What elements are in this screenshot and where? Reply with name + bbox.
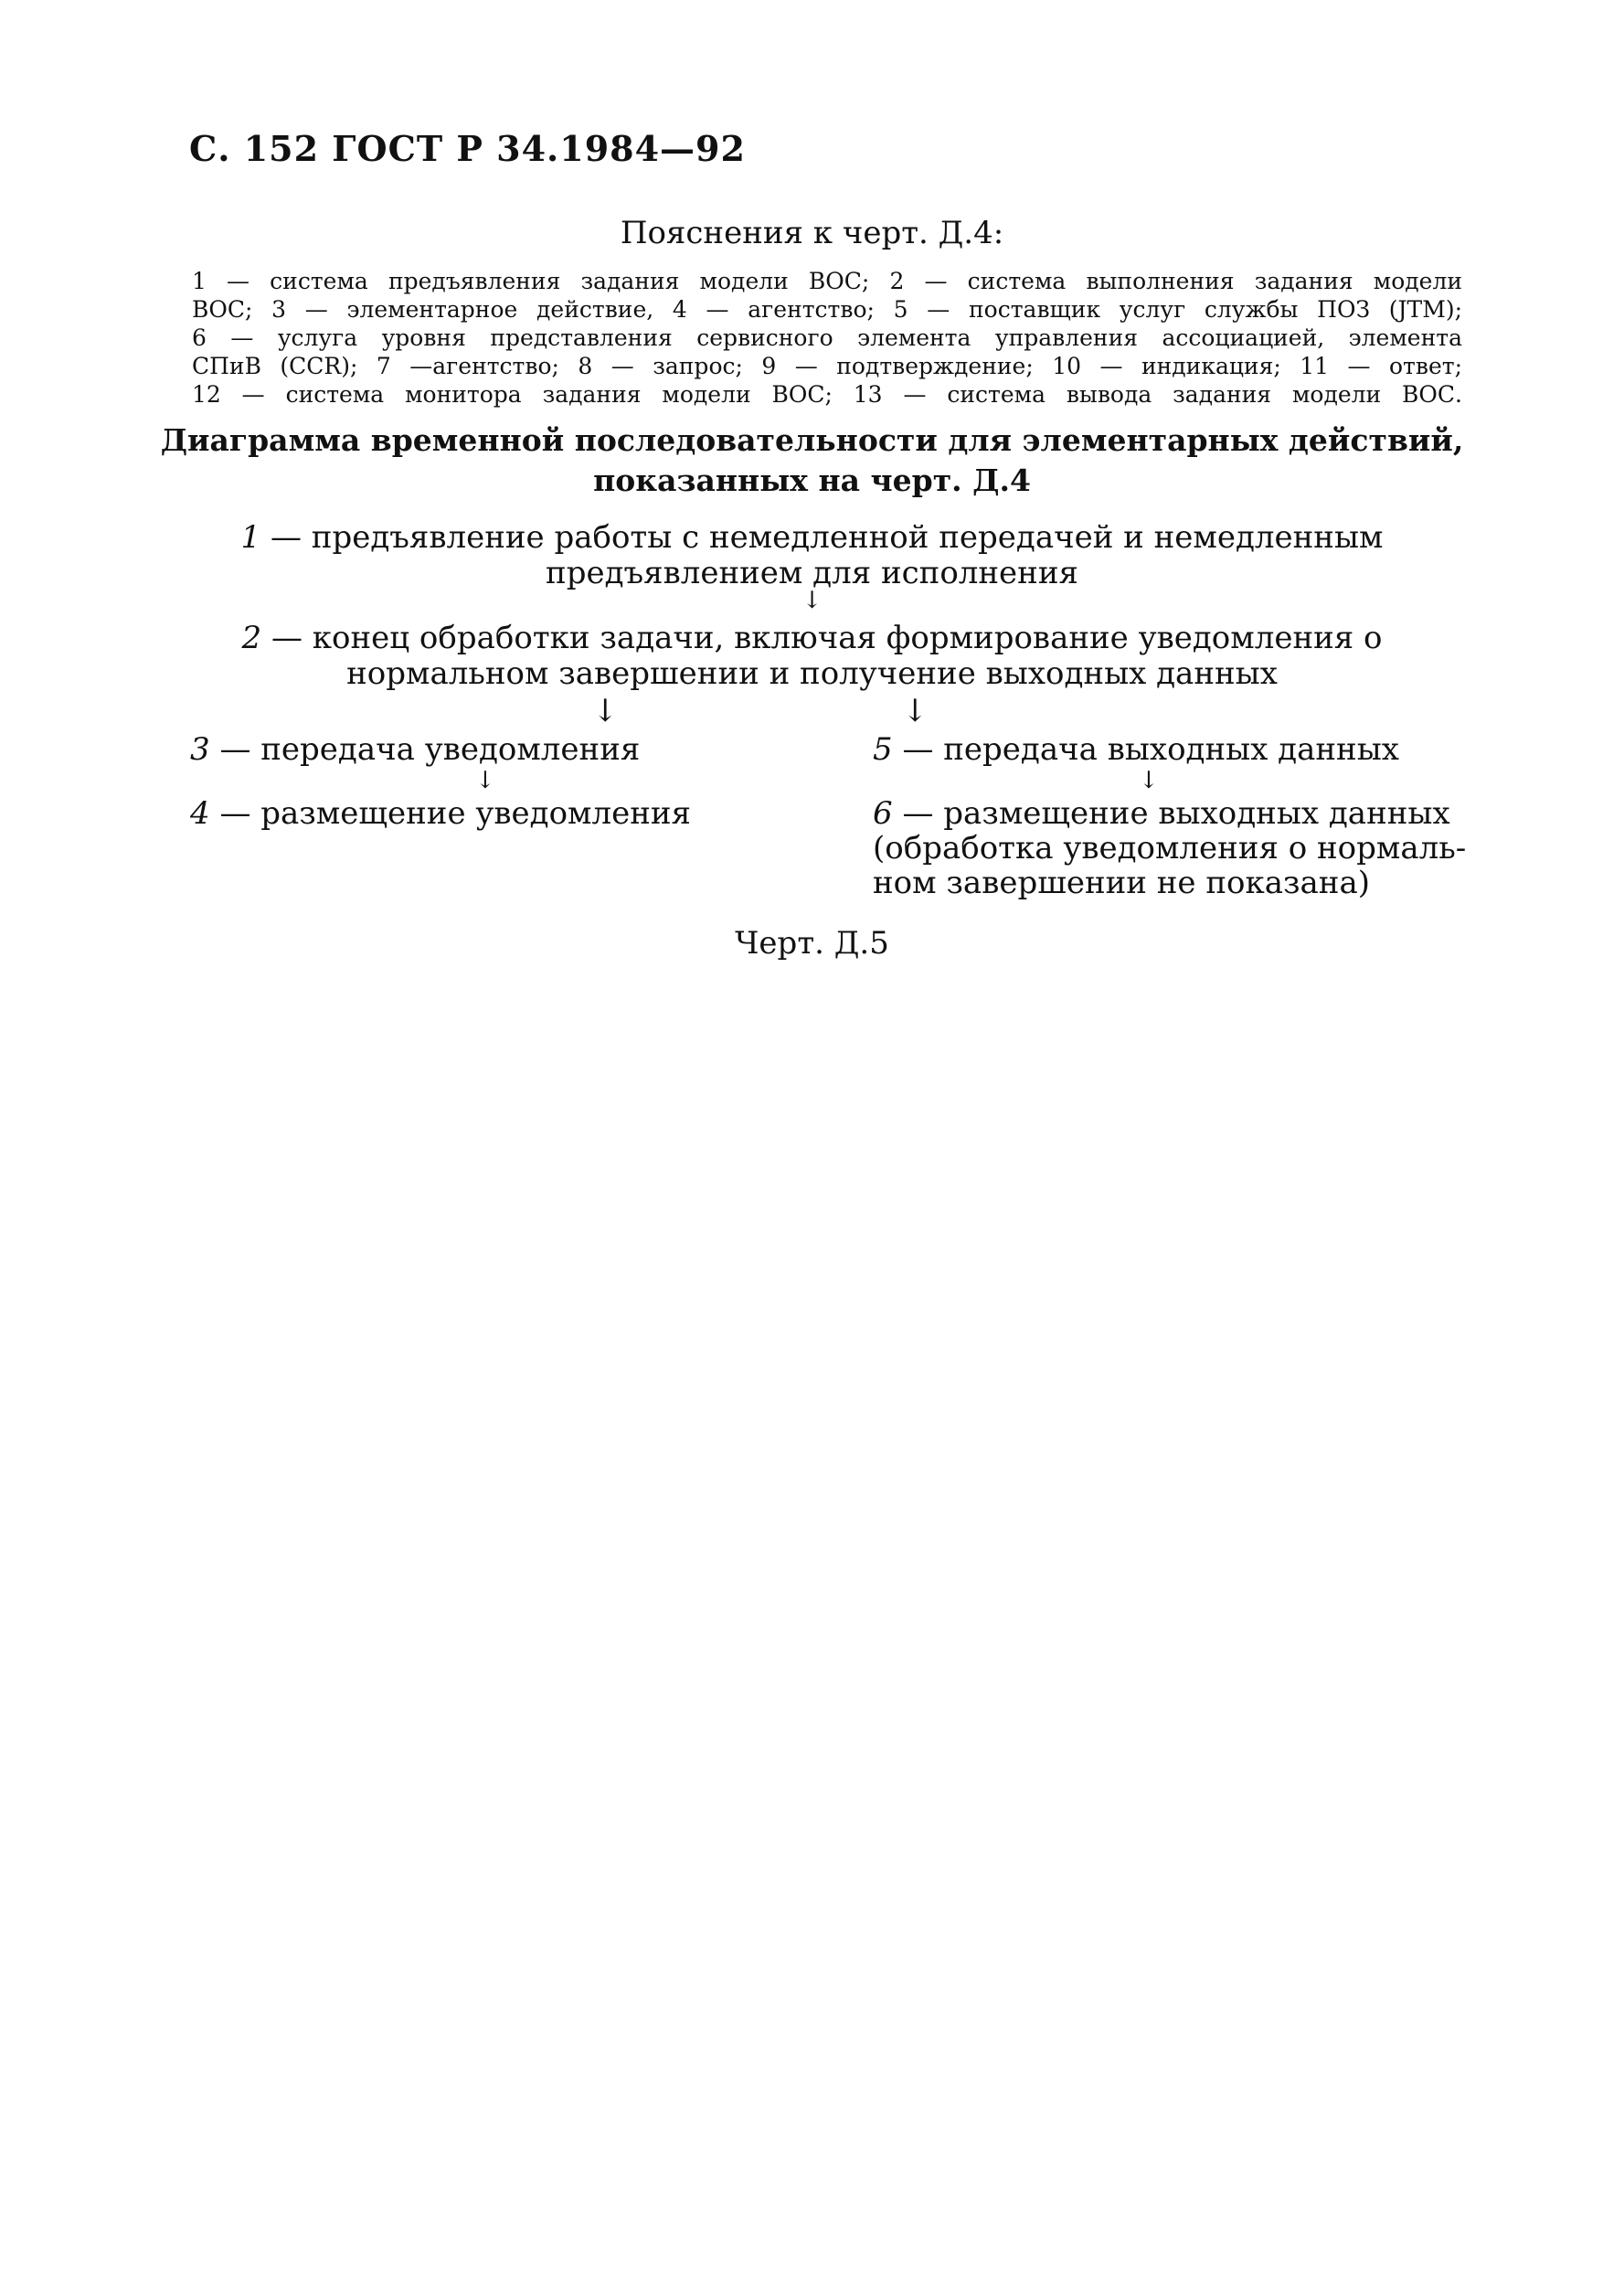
step-6-text: — размещение выходных данных [902,795,1450,832]
step-6-number: 6 [873,795,893,832]
notes-line: 1 — система предъявления задания модели ВОС; 2 — система выполнения задания модели [192,268,1462,294]
step-3-text: — передача уведомления [219,731,641,768]
arrow-down-icon: ↓ [902,693,929,729]
notes-title: Пояснения к черт. Д.4: [620,215,1004,251]
arrow-down-icon: ↓ [1139,767,1159,794]
notes-line: ВОС; 3 — элементарное действие, 4 — агентство; 5 — поставщик услуг службы ПОЗ (JTM); [192,296,1462,323]
notes-line: 6 — услуга уровня представления сервисного элемента управления ассоциацией, элемента [192,324,1462,351]
notes-line: СПиВ (CCR); 7 —агентство; 8 — запрос; 9 — подтверждение; 10 — индикация; 11 — ответ; [192,353,1462,379]
step-1-line-1 [0,519,1624,556]
step-1-number: 1 [240,519,261,556]
step-2-text: — конец обработки задачи, включая формирование уведомления о [271,620,1383,656]
step-6-line-2: (обработка уведомления о нормаль- [873,830,1467,867]
step-4-text: — размещение уведомления [219,795,691,832]
step-3 [190,731,640,768]
figure-caption: Черт. Д.5 [735,925,889,962]
step-3-number: 3 [190,731,210,768]
arrow-down-icon: ↓ [801,587,823,614]
arrow-down-icon: ↓ [592,693,619,729]
step-5-number: 5 [873,731,893,768]
diagram-title [0,420,1624,501]
step-1-line-2: предъявлением для исполнения [546,555,1078,591]
notes-block [192,267,1462,409]
step-5 [873,731,1399,768]
step-4-number: 4 [190,795,210,832]
page-header: С. 152 ГОСТ Р 34.1984—92 [189,128,746,169]
step-4 [190,795,691,832]
diagram-title-line: показанных на черт. Д.4 [593,463,1031,498]
diagram-title-line: Диаграмма временной последовательности для элементарных действий, [160,422,1464,458]
step-5-text: — передача выходных данных [902,731,1399,768]
step-1-text: — предъявление работы с немедленной передачей и немедленным [270,519,1384,556]
step-6-line-1 [873,795,1450,832]
step-2-number: 2 [241,620,262,656]
arrow-down-icon: ↓ [475,767,495,794]
step-2-line-1 [0,620,1624,656]
step-2-line-2: нормальном завершении и получение выходных данных [346,655,1278,692]
step-6-line-3: ном завершении не показана) [873,865,1370,901]
notes-line: 12 — система монитора задания модели ВОС; 13 — система вывода задания модели ВОС. [192,381,1462,408]
